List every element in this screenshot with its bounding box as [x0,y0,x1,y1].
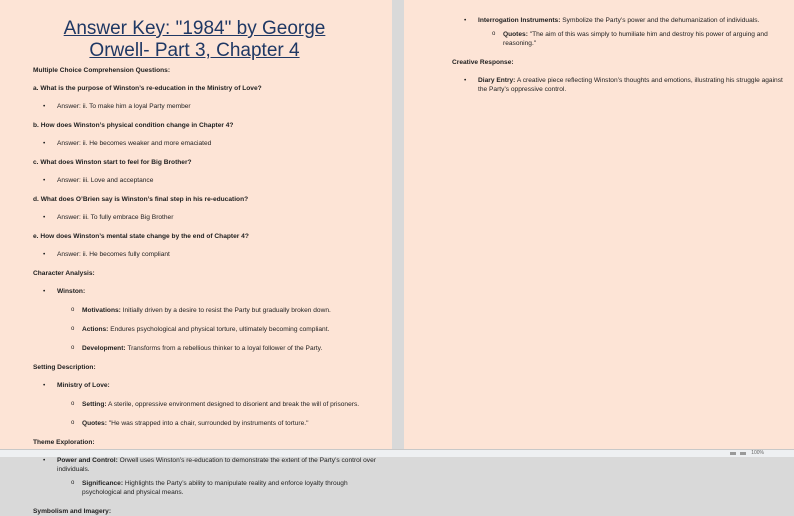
page-gap [392,0,404,450]
character-detail-item [71,344,378,353]
detail-text: Endures psychological and physical torture, ultimately becoming compliant. [110,326,330,333]
detail-text: "The aim of this was simply to humiliate him and destroy his power of arguing and reasoning." [503,31,768,47]
bullet-icon: • [43,457,46,464]
detail-text: Highlights the Party’s ability to manipulate reality and enforce loyalty through psychological and physical means. [82,480,348,496]
bullet-icon: • [43,382,46,389]
creative-text: A creative piece reflecting Winston’s thoughts and emotions, illustrating his struggle against the Party’s oppressive control. [478,77,783,93]
setting-name: Ministry of Love: [57,382,110,389]
answer-item [43,139,378,148]
theme-text: Orwell uses Winston’s re-education to demonstrate the extent of the Party’s control over individuals. [57,457,376,473]
character-name-item [43,287,378,296]
answer-item [43,213,378,222]
detail-label: Significance: [82,480,124,487]
view-mode-icon[interactable] [740,452,746,455]
theme-label: Power and Control: [57,457,118,464]
zoom-level[interactable]: 100% [751,450,764,456]
character-name: Winston: [57,288,86,295]
detail-text: Initially driven by a desire to resist the Party but gradually broken down. [122,307,331,314]
detail-text: "He was strapped into a chair, surrounded by instruments of torture." [108,420,309,427]
detail-text: Transforms from a rebellious thinker to a loyal follower of the Party. [127,345,323,352]
detail-label: Motivations: [82,307,121,314]
question-a: a. What is the purpose of Winston’s re-education in the Ministry of Love? [33,85,262,92]
mc-heading: Multiple Choice Comprehension Questions: [33,67,171,74]
answer-d: Answer: iii. To fully embrace Big Brother [57,214,174,221]
circle-bullet-icon: o [71,480,75,486]
creative-label: Diary Entry: [478,77,516,84]
answer-c: Answer: iii. Love and acceptance [57,177,154,184]
detail-label: Quotes: [503,31,528,38]
answer-item [43,250,378,259]
bullet-icon: • [464,77,467,84]
bullet-icon: • [43,140,46,147]
creative-heading: Creative Response: [452,59,514,66]
answer-item [43,176,378,185]
character-detail-item [71,306,378,315]
symbolism-detail-item [492,30,784,48]
symbolism-heading: Symbolism and Imagery: [33,508,112,515]
answer-b: Answer: ii. He becomes weaker and more emaciated [57,140,212,147]
question-e: e. How does Winston’s mental state change by the end of Chapter 4? [33,233,249,240]
theme-item [43,456,378,474]
bullet-icon: • [43,177,46,184]
answer-e: Answer: ii. He becomes fully compliant [57,251,170,258]
view-mode-icon[interactable] [730,452,736,455]
page-left [0,0,392,515]
setting-name-item [43,381,378,390]
setting-detail-item [71,419,378,428]
symbolism-text: Symbolize the Party’s power and the dehumanization of individuals. [562,17,760,24]
status-bar [0,449,794,457]
circle-bullet-icon: o [71,326,75,332]
theme-detail-item [71,479,378,497]
answer-item [43,102,378,111]
circle-bullet-icon: o [71,420,75,426]
question-b: b. How does Winston’s physical condition change in Chapter 4? [33,122,234,129]
bullet-icon: • [464,17,467,24]
creative-item [464,76,784,94]
symbolism-item [464,16,784,25]
setting-detail-item [71,400,378,409]
theme-heading: Theme Exploration: [33,439,95,446]
bullet-icon: • [43,103,46,110]
question-d: d. What does O’Brien say is Winston’s final step in his re-education? [33,196,249,203]
circle-bullet-icon: o [492,31,496,37]
detail-label: Actions: [82,326,109,333]
bullet-icon: • [43,214,46,221]
answer-a: Answer: ii. To make him a loyal Party member [57,103,191,110]
symbolism-label: Interrogation Instruments: [478,17,561,24]
circle-bullet-icon: o [71,307,75,313]
setting-heading: Setting Description: [33,364,96,371]
question-c: c. What does Winston start to feel for Big Brother? [33,159,192,166]
detail-label: Setting: [82,401,107,408]
page-title: Answer Key: "1984" by George Orwell- Part 3, Chapter 4 [63,18,326,61]
circle-bullet-icon: o [71,401,75,407]
page-right [404,0,794,450]
detail-label: Development: [82,345,126,352]
circle-bullet-icon: o [71,345,75,351]
bullet-icon: • [43,288,46,295]
detail-text: A sterile, oppressive environment designed to disorient and break the will of prisoners. [108,401,360,408]
character-detail-item [71,325,378,334]
bullet-icon: • [43,251,46,258]
character-heading: Character Analysis: [33,270,95,277]
detail-label: Quotes: [82,420,107,427]
